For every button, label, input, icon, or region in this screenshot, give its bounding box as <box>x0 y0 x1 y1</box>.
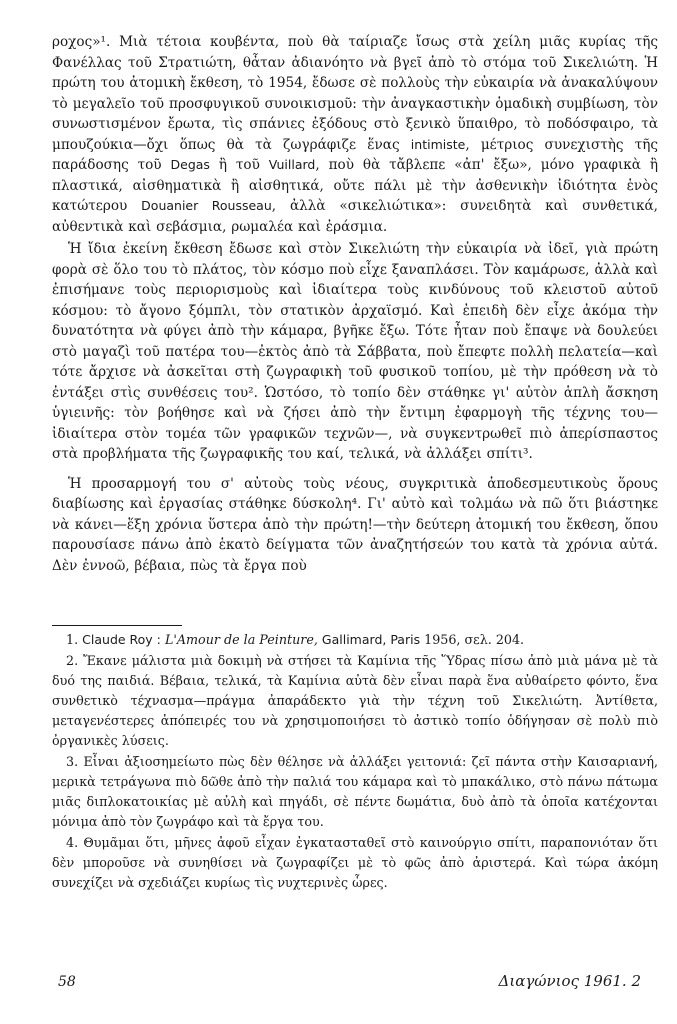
footnote-1-number: 1. <box>66 632 79 647</box>
footnote-1-title: L'Amour de la Peinture, <box>164 632 318 647</box>
footnotes <box>52 630 658 893</box>
paragraph-1-text: ροχος»¹. Μιὰ τέτοια κουβέντα, ποὺ θὰ ταίριαζε ἴσως στὰ χείλη μιᾶς κυρίας τῆς Φανέλλας τοῦ Στρατιώτη, θἆταν ἀδιανόητο νὰ βγεῖ ἀπὸ τὸ στόμα τοῦ Σικελιώτη. Ἡ πρώτη του ἀτομικὴ ἔκθεση, τὸ 1954, ἔδωσε σὲ πολλοὺς τὴν εὐκαιρία νὰ ἀνακαλύψουν τὸ μεγαλεῖο τοῦ προσφυγικοῦ συνοικισμοῦ: τὴν ἀναγκαστικὴν ὁμαδικὴ συμβίωση, τὸν συνωστισμένον ἔρωτα, τὶς σπάνιες ἐξόδους στὸ ξενικὸ ὕπαιθρο, τὸ ποδόσφαιρο, τὰ μπουζούκια—ὄχι ὅπως θὰ τὰ ζωγράφιζε ἕνας <box>52 34 658 153</box>
footnote-1-rest: 1956, σελ. 204. <box>424 632 525 647</box>
paragraph-2-text-a: Ἡ ἴδια ἐκείνη ἔκθεση ἔδωσε καὶ στὸν Σικελιώτη τὴν εὐκαιρία νὰ ἰδεῖ, γιὰ πρώτη φορὰ σὲ ὅλο του τὸ πλάτος, τὸν κόσμο ποὺ εἶχε ξαναπλάσει. Τὸν καμάρωσε, ἀλλὰ καὶ ἐπισήμανε τοὺς περιορισμοὺς καὶ ἰδιαίτερα τοὺς κινδύνους τοῦ κλειστοῦ αὐτοῦ κόσμου: τὸ ἄγονο ξόμπλι, τὸν στατικὸν ἀρχαϊσμό. Καὶ ἐπειδὴ δὲν εἶχε ἀκόμα τὴν δυνατότητα νὰ φύγει ἀπὸ τὴν κάμαρα, βγῆκε ἔξω. Τότε ἦταν ποὺ ἔπαψε νὰ δουλεύει στὸ μαγαζὶ τοῦ πατέρα του—ἐκτὸς ἀπὸ τὰ Σάββατα, ποὺ ἔπεφτε πολλὴ πελατεία—καὶ τότε ἄρχισε νὰ ἀσκεῖται στὴ ζωγραφικὴ τοῦ φυσικοῦ τοπίου, μὲ τὴν πρόθεση νὰ τὸ ἐντάξει στὶς συνθέσεις του². <box>52 241 658 401</box>
footnote-1-author: Claude Roy : <box>82 632 161 647</box>
paragraph-1 <box>52 32 658 237</box>
term-intimiste: intimiste <box>410 136 466 152</box>
term-douanier-rousseau: Douanier Rousseau <box>141 198 272 213</box>
footnote-4: 4. Θυμᾶμαι ὅτι, μῆνες ἀφοῦ εἶχαν ἐγκατασταθεῖ στὸ καινούργιο σπίτι, παραπονιόταν ὅτι δὲν μποροῦσε νὰ συνηθίσει νὰ ζωγραφίζει μὲ τὸ φῶς ἀπὸ ἀριστερά. Καὶ τώρα ἀκόμη συνεχίζει νὰ σχεδιάζει κυρίως τὶς νυχτερινὲς ὧρες. <box>52 835 658 890</box>
paragraph-1-text-5: , ἀλλὰ «σικελιώτικα»: συνειδητὰ καὶ συνθετικά, αὐθεντικὰ καὶ σεβάσμια, ρωμαλέα καὶ ἐράσμια. <box>52 198 659 235</box>
paragraph-2 <box>52 239 658 465</box>
issue-label: Διαγώνιος 1961. 2 <box>498 972 641 990</box>
footnote-divider <box>52 625 182 626</box>
term-degas: Degas <box>170 157 210 172</box>
footnote-3: 3. Εἶναι ἀξιοσημείωτο πὼς δὲν θέλησε νὰ ἀλλάξει γειτονιά: ζεῖ πάντα στὴν Καισαριανή, μερικὰ τετράγωνα πιὸ δῶθε ἀπὸ τὴν παλιά του κάμαρα καὶ τὸ μπακάλικο, στὸ πάνω πάτωμα μιᾶς διπλοκατοικίας μὲ αὐλὴ καὶ πηγάδι, σὲ πέντε δωμάτια, δυὸ ἀπὸ τὰ ὁποῖα κατέχονται μόνιμα ἀπὸ τὸν ζωγράφο καὶ τὰ ἔργα του. <box>52 754 658 829</box>
paragraph-3: Ἡ προσαρμογή του σ' αὐτοὺς τοὺς νέους, συγκριτικὰ ἀποδεσμευτικοὺς ὅρους διαβίωσης καὶ ἐργασίας στάθηκε δύσκολη⁴. Γι' αὐτὸ καὶ τολμάω νὰ πῶ ὅτι βιάστηκε νὰ κάνει—ἕξη χρόνια ὕστερα ἀπὸ τὴν πρώτη!—τὴν δεύτερη ἀτομική του ἔκθεση, ὅπου παρουσίασε πάνω ἀπὸ ἑκατὸ δείγματα τῶν ἀναζητήσεών του κατὰ τὰ χρόνια αὐτά. Δὲν ἐννοῶ, βέβαια, πὼς τὰ ἔργα ποὺ <box>52 475 658 574</box>
paragraph-2-text-b: Ὡστόσο, τὸ τοπίο δὲν στάθηκε γι' αὐτὸν ἁπλὴ ἄσκηση ὑγιεινῆς: τὸν βοήθησε καὶ νὰ ζήσει ἀπὸ τὴν ἔντιμη ἐφαρμογὴ τῆς τέχνης του—ἰδιαίτερα στὸν τομέα τῶν γραφικῶν τεχνῶν—, νὰ συγκεντρωθεῖ πιὸ ἀπερίσπαστος στὰ προβλήματα τῆς ζωγραφικῆς του καί, τελικά, νὰ ἀλλάξει σπίτι³. <box>52 384 658 462</box>
term-vuillard: Vuillard <box>268 157 316 172</box>
main-text <box>52 32 658 576</box>
page-number: 58 <box>58 974 76 990</box>
footnote-2: 2. Ἔκανε μάλιστα μιὰ δοκιμὴ νὰ στήσει τὰ Καμίνια τῆς Ὕδρας πίσω ἀπὸ μιὰ μάνα μὲ τὰ δυό της παιδιά. Βέβαια, τελικά, τὰ Καμίνια αὐτὰ δὲν εἶναι παρὰ ἕνα αὐθαίρετο φόντο, ἕνα συνθετικὸ τέχνασμα—πράγμα ἀπαράδεκτο γιὰ τὴν τέχνη τοῦ Σικελιώτη. Ἀντίθετα, μεταγενέστερες ἀπόπειρές του νὰ χρησιμοποιήσει τὸ ἀστικὸ τοπίο ὁδήγησαν σὲ πολὺ πιὸ ὀργανικὲς λύσεις. <box>52 653 658 748</box>
paragraph-1-text-4: , ποὺ θὰ τἄβλεπε «ἀπ' ἔξω», μόνο γραφικὰ ἢ πλαστικά, αἰσθηματικὰ ἢ αἰσθητικά, οὔτε πάλι μὲ τὴν ἀσθενικὴν ἰδιότητα ἑνὸς κατώτερου <box>52 157 659 214</box>
paragraph-1-text-2: , μέτριος συνεχιστὴς τῆς παράδοσης τοῦ <box>52 136 658 173</box>
paragraph-1-text-3: ἢ τοῦ <box>209 157 260 173</box>
footnote-1 <box>52 630 658 650</box>
footnote-1-publisher: Gallimard, Paris <box>321 632 421 647</box>
